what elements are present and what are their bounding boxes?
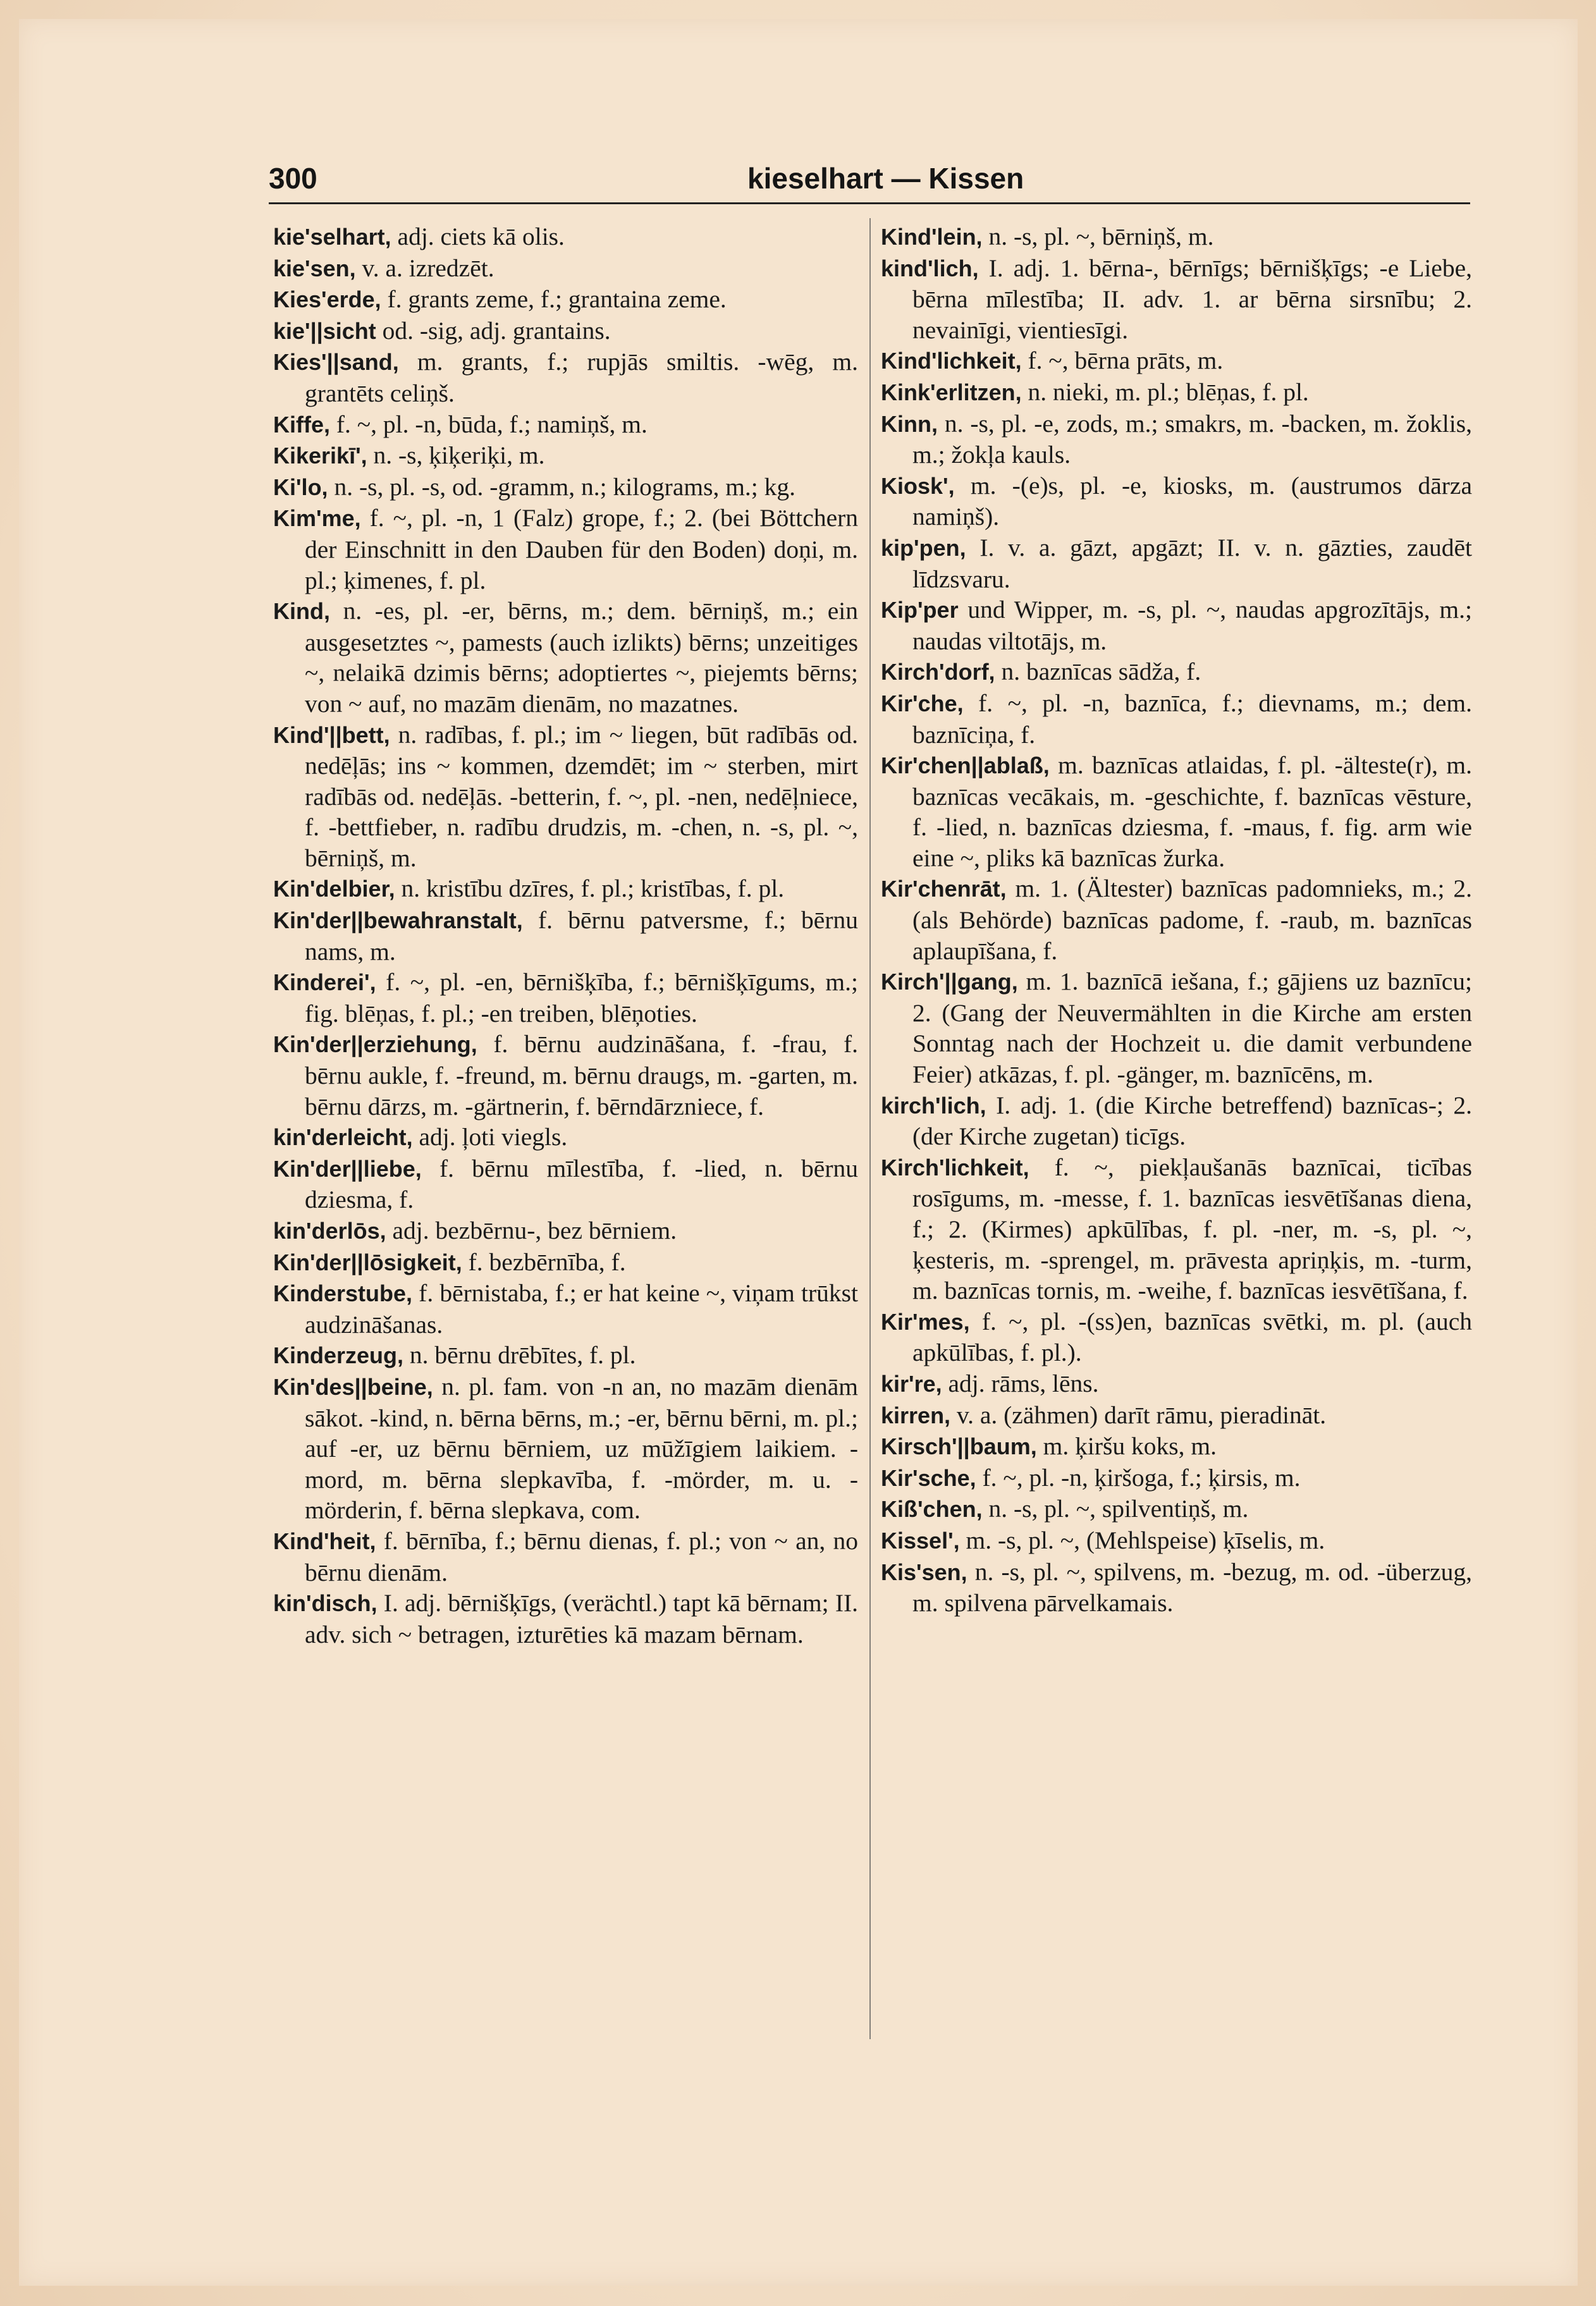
dictionary-entry	[273, 873, 858, 905]
dictionary-entry	[273, 347, 858, 408]
entry-headword: Kis'sen,	[881, 1559, 967, 1585]
entry-headword: Kip'per	[881, 597, 959, 623]
entry-definition: n. -s, pl. -s, od. -gramm, n.; kilograms, m.; kg.	[328, 472, 796, 501]
dictionary-entry	[881, 253, 1472, 346]
entry-definition: n. pl. fam. von -n an, no mazām dienām sākot. -kind, n. bērna bērns, m.; -er, bērnu bērni, m. pl.; auf -er, uz bērnu bērniem, uz mūžīgiem laikiem. -mord, m. bērna slepkavība, f. -mörder, m. u. -mörderin, f. bērna slepkava, com.	[305, 1372, 858, 1524]
dictionary-entry	[273, 1215, 858, 1247]
entry-definition: m. -s, pl. ~, (Mehlspeise) ķīselis, m.	[959, 1526, 1325, 1554]
entry-definition: f. bērnu audzināšana, f. -frau, f. bērnu aukle, f. -freund, m. bērnu draugs, m. -garten, m. bērnu dārzs, m. -gärtnerin, f. bērndārzniece, f.	[305, 1030, 858, 1120]
right-column	[881, 221, 1472, 1619]
entry-definition: f. ~, pl. -n, baznīca, f.; dievnams, m.; dem. baznīciņa, f.	[912, 689, 1472, 749]
entry-definition: n. nieki, m. pl.; blēņas, f. pl.	[1021, 377, 1309, 406]
entry-headword: Kind'lein,	[881, 224, 983, 250]
dictionary-entry	[881, 1557, 1472, 1619]
entry-headword: Kind'heit,	[273, 1528, 376, 1554]
dictionary-entry	[881, 377, 1472, 408]
entry-headword: Kirsch'||baum,	[881, 1433, 1037, 1460]
entry-headword: Kinderstube,	[273, 1280, 413, 1307]
dictionary-entry	[881, 1090, 1472, 1152]
entry-definition: f. ~, pl. -n, būda, f.; namiņš, m.	[330, 410, 648, 438]
entry-definition: v. a. (zähmen) darīt rāmu, pieradināt.	[950, 1401, 1327, 1429]
entry-headword: Kin'der||liebe,	[273, 1155, 422, 1182]
dictionary-entry	[881, 1152, 1472, 1306]
entry-definition: I. v. a. gāzt, apgāzt; II. v. n. gāzties, zaudēt līdzsvaru.	[912, 533, 1472, 593]
dictionary-entry	[881, 594, 1472, 656]
entry-definition: n. -s, pl. ~, spilvens, m. -bezug, m. od. -überzug, m. spilvena pārvelkamais.	[912, 1557, 1472, 1617]
dictionary-entry	[881, 656, 1472, 688]
entry-definition: n. bērnu drēbītes, f. pl.	[403, 1341, 636, 1370]
entry-headword: Kin'der||erziehung,	[273, 1031, 477, 1058]
dictionary-entry	[273, 1340, 858, 1371]
entry-definition: I. adj. 1. bērna-, bērnīgs; bērnišķīgs; -e Liebe, bērna mīlestība; II. adv. 1. ar bērna sirsnību; 2. nevainīgi, vientiesīgi.	[912, 254, 1472, 344]
page-number: 300	[269, 162, 317, 195]
dictionary-entry	[881, 221, 1472, 253]
entry-headword: kie'sen,	[273, 255, 356, 281]
entry-headword: Kiosk',	[881, 472, 955, 499]
entry-headword: Kinderzeug,	[273, 1342, 404, 1369]
entry-definition: n. -s, pl. -e, zods, m.; smakrs, m. -backen, m. žoklis, m.; žokļa kauls.	[912, 409, 1472, 469]
entry-headword: kie'||sicht	[273, 317, 376, 344]
dictionary-entry	[273, 720, 858, 874]
dictionary-entry	[881, 873, 1472, 966]
entry-definition: v. a. izredzēt.	[355, 254, 494, 282]
dictionary-entry	[273, 1153, 858, 1215]
entry-definition: od. -sig, adj. grantains.	[376, 316, 611, 345]
dictionary-entry	[881, 1525, 1472, 1557]
entry-definition: m. baznīcas atlaidas, f. pl. -älteste(r), m. baznīcas vecākais, m. -geschichte, f. baznīcas vēsture, f. -lied, n. baznīcas dziesma, f. -maus, f. fig. arm wie eine ~, pliks kā baznīcas žurka.	[912, 751, 1472, 872]
entry-definition: f. ~, bērna prāts, m.	[1021, 347, 1224, 375]
dictionary-entry	[881, 750, 1472, 873]
entry-headword: kin'disch,	[273, 1590, 378, 1617]
entry-headword: Kinderei',	[273, 969, 376, 996]
entry-definition: f. bērnu mīlestība, f. -lied, n. bērnu dziesma, f.	[305, 1154, 858, 1214]
page-header	[269, 161, 1470, 199]
entry-definition: m. -(e)s, pl. -e, kiosks, m. (austrumos dārza namiņš).	[912, 471, 1472, 531]
entry-definition: adj. rāms, lēns.	[942, 1369, 1099, 1397]
entry-headword: Kirch'dorf,	[881, 659, 995, 685]
entry-headword: Kir'sche,	[881, 1464, 976, 1491]
dictionary-entry	[881, 1400, 1472, 1432]
entry-headword: kin'derleicht,	[273, 1124, 413, 1151]
dictionary-entry	[881, 1368, 1472, 1400]
column-divider	[869, 218, 871, 2039]
entry-definition: f. bezbērnība, f.	[462, 1248, 626, 1276]
entry-definition: f. ~, pl. -en, bērnišķība, f.; bērnišķīgums, m.; fig. blēņas, f. pl.; -en treiben, blēņoties.	[305, 968, 858, 1027]
dictionary-entry	[881, 345, 1472, 377]
entry-headword: kir're,	[881, 1370, 942, 1397]
entry-definition: n. -s, ķiķeriķi, m.	[367, 441, 545, 470]
dictionary-entry	[881, 966, 1472, 1089]
entry-definition: f. ~, pl. -n, ķiršoga, f.; ķirsis, m.	[976, 1463, 1301, 1492]
header-rule	[269, 202, 1470, 204]
entry-definition: f. bērnistaba, f.; er hat keine ~, viņam trūkst audzināšanas.	[305, 1279, 858, 1339]
dictionary-entry	[881, 532, 1472, 594]
dictionary-entry	[273, 1122, 858, 1153]
entry-definition: adj. ļoti viegls.	[412, 1123, 568, 1151]
entry-definition: f. bērnu patversme, f.; bērnu nams, m.	[305, 906, 858, 966]
entry-definition: f. ~, piekļaušanās baznīcai, ticības rosīgums, m. -messe, f. 1. baznīcas iesvētīšanas diena, f.; 2. (Kirmes) apkūlības, f. pl. -ner, m. -s, pl. ~, ķesteris, m. -sprengel, m. prāvesta apriņķis, m. -turm, m. baznīcas tornis, m. -weihe, f. baznīcas iesvētīšana, f.	[912, 1153, 1472, 1305]
entry-headword: Kirch'||gang,	[881, 969, 1018, 995]
entry-headword: kin'derlōs,	[273, 1218, 386, 1244]
entry-definition: m. 1. (Ältester) baznīcas padomnieks, m.; 2. (als Behörde) baznīcas padome, f. -raub, m. baznīcas aplaupīšana, f.	[912, 874, 1472, 965]
dictionary-entry	[881, 1493, 1472, 1525]
entry-headword: Kin'der||lōsigkeit,	[273, 1249, 462, 1275]
dictionary-entry	[273, 1526, 858, 1588]
entry-definition: n. kristību dzīres, f. pl.; kristības, f. pl.	[395, 874, 785, 903]
entry-headword: Kin'des||beine,	[273, 1373, 433, 1400]
entry-headword: Kies'erde,	[273, 286, 381, 313]
entry-definition: n. radības, f. pl.; im ~ liegen, būt radībās od. nedēļās; ins ~ kommen, dzemdēt; im ~ sterben, mirt radībās od. nedēļās. -betterin, f. ~, pl. -nen, nedēļniece, f. -bettfieber, n. radību drudzis, m. -chen, n. -s, pl. ~, bērniņš, m.	[305, 720, 858, 872]
entry-headword: kirren,	[881, 1402, 951, 1428]
dictionary-entry	[273, 1029, 858, 1122]
entry-headword: kind'lich,	[881, 255, 979, 281]
entry-headword: kip'pen,	[881, 534, 966, 561]
entry-headword: Kir'chenrāt,	[881, 876, 1007, 902]
entry-headword: Kin'der||bewahranstalt,	[273, 907, 523, 934]
entry-headword: kie'selhart,	[273, 224, 391, 250]
dictionary-entry	[881, 688, 1472, 750]
dictionary-entry	[273, 905, 858, 967]
entry-headword: Kind,	[273, 598, 330, 625]
dictionary-entry	[273, 1371, 858, 1526]
entry-definition: f. bērnība, f.; bērnu dienas, f. pl.; von ~ an, no bērnu dienām.	[305, 1526, 858, 1586]
dictionary-entry	[273, 440, 858, 472]
dictionary-entry	[273, 596, 858, 719]
page-title: kieselhart — Kissen	[747, 162, 1024, 195]
entry-headword: Kind'||bett,	[273, 721, 390, 748]
entry-headword: Kir'chen||ablaß,	[881, 752, 1050, 779]
dictionary-entry	[881, 1463, 1472, 1494]
dictionary-entry	[273, 284, 858, 316]
dictionary-entry	[273, 1278, 858, 1340]
dictionary-entry	[273, 316, 858, 347]
entry-definition: adj. ciets kā olis.	[391, 223, 565, 250]
entry-headword: Kinn,	[881, 410, 938, 437]
entry-definition: I. adj. bērnišķīgs, (verächtl.) tapt kā bērnam; II. adv. sich ~ betragen, izturēties kā mazam bērnam.	[305, 1589, 858, 1648]
dictionary-entry	[273, 1247, 858, 1279]
entry-headword: kirch'lich,	[881, 1092, 986, 1119]
dictionary-entry	[881, 470, 1472, 532]
dictionary-entry	[273, 409, 858, 441]
entry-definition: m. ķiršu koks, m.	[1036, 1432, 1217, 1461]
entry-definition: m. 1. baznīcā iešana, f.; gājiens uz baznīcu; 2. (Gang der Neuvermählten in die Kirche am ersten Sonntag nach der Hochzeit u. die damit verbundene Feier) atkāzas, f. pl. -gänger, m. baznīcēns, m.	[912, 967, 1472, 1089]
dictionary-entry	[881, 1431, 1472, 1463]
dictionary-entry	[881, 1306, 1472, 1368]
entry-definition: adj. bezbērnu-, bez bērniem.	[386, 1217, 677, 1244]
entry-definition: f. grants zeme, f.; grantaina zeme.	[381, 285, 727, 314]
dictionary-entry	[273, 221, 858, 253]
dictionary-entry	[273, 503, 858, 596]
entry-definition: und Wipper, m. -s, pl. ~, naudas apgrozītājs, m.; naudas viltotājs, m.	[912, 596, 1472, 655]
dictionary-entry	[273, 967, 858, 1029]
entry-definition: n. -s, pl. ~, bērniņš, m.	[982, 223, 1214, 250]
entry-definition: f. ~, pl. -(ss)en, baznīcas svētki, m. pl. (auch apkūlības, f. pl.).	[912, 1307, 1472, 1367]
entry-headword: Kissel',	[881, 1527, 960, 1554]
entry-headword: Kiß'chen,	[881, 1496, 983, 1523]
entry-headword: Kiffe,	[273, 411, 330, 438]
entry-definition: m. grants, f.; rupjās smiltis. -wēg, m. grantēts celiņš.	[305, 348, 858, 407]
entry-headword: Kir'mes,	[881, 1308, 970, 1335]
entry-definition: n. -s, pl. ~, spilventiņš, m.	[982, 1495, 1249, 1523]
left-column	[273, 221, 858, 1650]
entry-definition: n. -es, pl. -er, bērns, m.; dem. bērniņš, m.; ein ausgesetztes ~, pamests (auch izlikts) bērns; unzeitiges ~, nelaikā dzimis bērns; adoptiertes ~, piejemts bērns; von ~ auf, no mazām dienām, no mazatnes.	[305, 597, 858, 718]
entry-definition: f. ~, pl. -n, 1 (Falz) grope, f.; 2. (bei Böttchern der Einschnitt in den Dauben für den Boden) doņi, m. pl.; ķimenes, f. pl.	[305, 504, 858, 594]
entry-definition: I. adj. 1. (die Kirche betreffend) baznīcas-; 2. (der Kirche zugetan) ticīgs.	[912, 1091, 1472, 1151]
entry-headword: Ki'lo,	[273, 474, 328, 500]
entry-headword: Kies'||sand,	[273, 349, 399, 376]
entry-headword: Kikerikī',	[273, 443, 367, 469]
entry-headword: Kin'delbier,	[273, 876, 395, 902]
dictionary-entry	[273, 472, 858, 503]
dictionary-entry	[273, 253, 858, 285]
entry-headword: Kink'erlitzen,	[881, 379, 1022, 405]
entry-headword: Kirch'lichkeit,	[881, 1154, 1029, 1181]
entry-headword: Kir'che,	[881, 690, 964, 716]
entry-definition: n. baznīcas sādža, f.	[995, 658, 1201, 686]
entry-headword: Kim'me,	[273, 505, 361, 532]
dictionary-entry	[881, 408, 1472, 470]
entry-headword: Kind'lichkeit,	[881, 348, 1022, 374]
dictionary-entry	[273, 1588, 858, 1650]
